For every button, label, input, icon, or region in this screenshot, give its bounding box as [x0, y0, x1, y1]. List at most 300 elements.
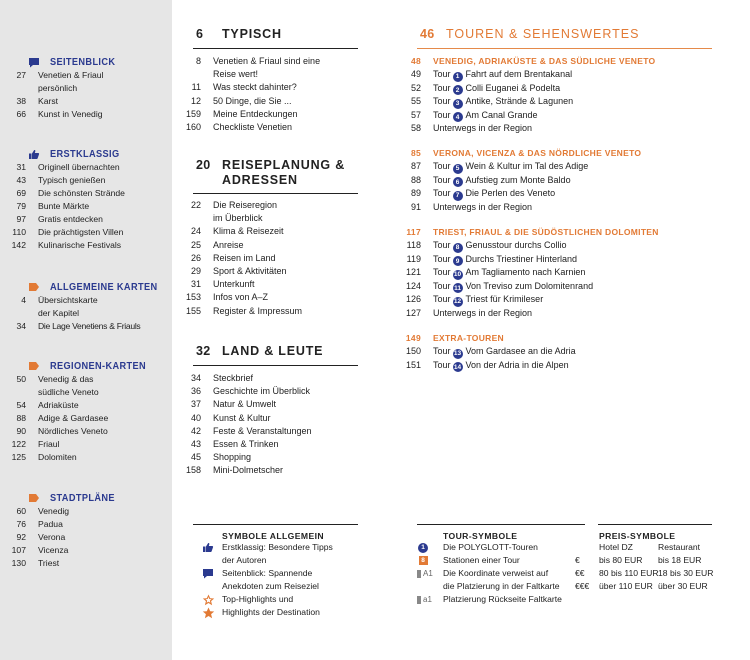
list-item[interactable] — [397, 253, 659, 267]
tour-number-icon — [417, 541, 429, 554]
entry-text: 37 — [190, 399, 201, 410]
list-item[interactable] — [397, 68, 655, 82]
divider — [193, 48, 358, 49]
list-item[interactable] — [177, 398, 312, 411]
list-item[interactable] — [0, 438, 172, 451]
divider — [417, 48, 712, 49]
entry-text: 54 — [16, 400, 26, 410]
entry-text: 121 — [405, 267, 421, 278]
list-item[interactable] — [177, 68, 320, 81]
map-coordinate-back-icon — [417, 593, 437, 606]
entry-text: Erstklassig: Besondere Tipps — [222, 542, 333, 552]
tour-group-heading[interactable] — [397, 147, 641, 160]
tour-number-icon: 8 — [453, 243, 463, 253]
list-item[interactable] — [397, 201, 641, 214]
entry-text: 153 — [185, 292, 201, 303]
sidebar-allgemeine-karten-head — [0, 280, 172, 294]
entry-text: 119 — [406, 253, 421, 264]
list-item[interactable] — [177, 108, 320, 121]
divider — [193, 524, 358, 525]
divider — [193, 193, 358, 194]
section-number: 20 — [196, 158, 211, 172]
legend-row — [575, 541, 713, 554]
entry-text: Venedig — [38, 506, 70, 516]
entry-text: Steckbrief — [213, 373, 254, 383]
entry-text: 48 — [410, 56, 421, 66]
sidebar-allgemeine-karten — [0, 280, 172, 333]
entry-text: 92 — [16, 532, 26, 542]
list-item[interactable] — [0, 373, 172, 386]
list-item[interactable] — [0, 239, 172, 252]
entry-text: 55 — [410, 96, 421, 107]
entry-text: Verona — [38, 532, 66, 542]
legend-row — [198, 567, 333, 580]
list-item[interactable] — [177, 412, 312, 425]
tour-number-icon: 11 — [454, 284, 461, 292]
entry-text: die Platzierung in der Faltkarte — [443, 581, 560, 591]
tour-number-icon: 2 — [453, 85, 463, 95]
entry-text — [0, 82, 38, 95]
list-item[interactable] — [177, 464, 312, 477]
entry-text: 42 — [190, 425, 201, 436]
entry-text: 31 — [16, 162, 26, 172]
legend-row — [417, 541, 562, 554]
list-item[interactable] — [397, 307, 659, 320]
price-row — [575, 567, 713, 580]
entry-text: 151 — [405, 359, 421, 370]
legend-preis-symbole — [575, 531, 713, 593]
entry-text: Karst — [38, 96, 59, 106]
entry-text: Unterwegs in der Region — [433, 307, 533, 318]
list-item[interactable] — [0, 425, 172, 438]
entry-text: 126 — [405, 294, 421, 305]
legend-row — [198, 606, 333, 619]
entry-text: Seitenblick: Spannende — [222, 568, 313, 578]
legend-row — [417, 554, 562, 567]
entry-text: Am Tagliamento nach Karnien — [465, 267, 586, 278]
tour-group-3 — [397, 226, 659, 320]
entry-text: 124 — [405, 280, 421, 291]
list-item[interactable] — [177, 385, 312, 398]
entry-text: Was steckt dahinter? — [213, 82, 297, 93]
tour-number-icon: 14 — [453, 363, 462, 371]
list-item[interactable] — [397, 122, 655, 135]
tour-group-heading[interactable] — [397, 226, 659, 239]
entry-text: 110 — [12, 227, 26, 237]
sidebar — [0, 0, 172, 660]
list-item[interactable] — [177, 199, 302, 212]
tour-group-1 — [397, 55, 655, 136]
list-item[interactable] — [0, 386, 172, 399]
list-item[interactable] — [0, 399, 172, 412]
entry-text: 50 — [16, 374, 26, 384]
entry-text: Vicenza — [38, 545, 69, 555]
entry-text: Unterwegs in der Region — [433, 201, 533, 212]
entry-text: 50 Dinge, die Sie ... — [213, 95, 292, 106]
list-item[interactable] — [177, 55, 320, 68]
entry-text: Genusstour durchs Collio — [465, 240, 567, 250]
entry-text: Von der Adria in die Alpen — [465, 359, 569, 370]
tour-group-heading[interactable] — [397, 55, 655, 68]
list-item[interactable] — [177, 81, 320, 94]
list-item[interactable] — [177, 291, 302, 304]
legend-title: SYMBOLE ALLGEMEIN — [222, 531, 324, 541]
list-item[interactable] — [177, 425, 312, 438]
entry-text: 90 — [16, 426, 26, 436]
entry-text: Colli Euganei & Podelta — [465, 82, 561, 93]
entry-text: Checkliste Venetien — [213, 122, 293, 133]
sidebar-regionen-karten — [0, 359, 172, 464]
entry-text: Padua — [38, 519, 63, 529]
entry-text: Venedig & das — [38, 374, 94, 384]
sidebar-allgemeine-karten-title: ALLGEMEINE KARTEN — [50, 281, 158, 293]
sidebar-stadtplaene — [0, 491, 172, 570]
entry-text: Die Koordinate verweist auf — [443, 568, 549, 578]
list-item[interactable] — [0, 82, 172, 95]
entry-text: Essen & Trinken — [213, 439, 279, 450]
legend-row — [198, 554, 333, 567]
legend-row — [417, 567, 562, 580]
legend-row — [198, 541, 333, 554]
entry-text: Adige & Gardasee — [38, 413, 109, 423]
entry-text: Kunst in Venedig — [38, 109, 103, 119]
tour-number-icon: 6 — [453, 177, 463, 187]
entry-text: Typisch genießen — [38, 175, 106, 185]
entry-text: VENEDIG, ADRIAKÜSTE & DAS SÜDLICHE VENETO — [433, 56, 656, 66]
list-item[interactable] — [177, 278, 302, 291]
entry-text: 58 — [410, 123, 421, 134]
entry-text: Hotel DZ — [599, 542, 633, 552]
entry-text: 85 — [410, 148, 421, 158]
entry-text: Reisen im Land — [213, 252, 276, 263]
speech-bubble-icon — [27, 56, 41, 68]
entry-text: 25 — [190, 239, 201, 250]
list-item[interactable] — [0, 161, 172, 174]
entry-text: Anekdoten zum Reiseziel — [222, 581, 319, 591]
entry-text: 149 — [405, 333, 421, 343]
section-land-leute-heading — [196, 344, 323, 359]
divider — [417, 524, 585, 525]
entry-text: 31 — [190, 279, 201, 290]
list-item[interactable] — [177, 305, 302, 318]
list-item[interactable] — [0, 200, 172, 213]
map-tag-icon — [27, 492, 41, 504]
entry-text: 69 — [16, 188, 26, 198]
entry-text: Wein & Kultur im Tal des Adige — [465, 161, 589, 171]
entry-text: 60 — [16, 506, 26, 516]
entry-text: Übersichtskarte — [38, 295, 98, 305]
entry-text: 29 — [190, 266, 201, 277]
price-row — [575, 554, 713, 567]
divider — [193, 365, 358, 366]
star-icon — [198, 606, 218, 619]
list-item[interactable] — [177, 121, 320, 134]
entry-text: Tour — [433, 359, 451, 370]
entry-text: 49 — [410, 69, 421, 79]
legend-row — [198, 580, 333, 593]
speech-bubble-icon — [198, 567, 218, 580]
tour-number-icon: 4 — [453, 112, 463, 122]
entry-text: Adriaküste — [38, 400, 79, 410]
entry-text: Tour — [433, 188, 451, 199]
section-number: 32 — [196, 344, 211, 358]
list-item[interactable] — [177, 451, 312, 464]
section-title: TOUREN & SEHENSWERTES — [446, 27, 640, 41]
list-item[interactable] — [0, 307, 172, 320]
entry-text: bis 18 EUR — [658, 555, 702, 565]
entry-text: Tour — [433, 69, 451, 79]
entry-text — [0, 307, 38, 320]
entry-text: Unterkunft — [213, 279, 255, 290]
entry-text: 45 — [190, 452, 201, 463]
list-item[interactable] — [0, 557, 172, 570]
sidebar-erstklassig-head — [0, 147, 172, 161]
legend-row — [417, 593, 562, 606]
entry-text: 118 — [406, 240, 421, 250]
entry-text: REISEPLANUNG & — [222, 158, 346, 172]
entry-text: 117 — [406, 227, 421, 237]
tour-group-2 — [397, 147, 641, 214]
legend-title: TOUR-SYMBOLE — [443, 531, 518, 541]
entry-text: 76 — [16, 519, 26, 529]
entry-text: Gratis entdecken — [38, 214, 103, 224]
entry-text: 88 — [16, 413, 26, 423]
list-item[interactable] — [177, 265, 302, 278]
list-item[interactable] — [0, 412, 172, 425]
sidebar-stadtplaene-title: STADTPLÄNE — [50, 492, 115, 504]
entry-text: Kulinarische Festivals — [38, 240, 122, 250]
entry-text: Dolomiten — [38, 452, 77, 462]
entry-text: 130 — [11, 558, 26, 568]
entry-text: Highlights der Destination — [222, 607, 320, 617]
thumbs-up-icon — [198, 541, 218, 554]
section-typisch-heading — [196, 27, 282, 42]
list-item[interactable] — [397, 359, 576, 373]
entry-text: Klima & Reisezeit — [213, 226, 284, 237]
section-typisch-list — [177, 55, 320, 134]
tour-group-heading[interactable] — [397, 332, 576, 345]
entry-text: 34 — [16, 321, 26, 331]
list-item[interactable] — [397, 187, 641, 201]
entry-text: 11 — [191, 82, 201, 93]
entry-text: Geschichte im Überblick — [213, 386, 311, 397]
entry-text: 36 — [190, 386, 201, 397]
tour-number-icon: 13 — [453, 350, 462, 357]
entry-text: 127 — [405, 307, 421, 318]
entry-text: 158 — [185, 465, 201, 476]
entry-text: Fahrt auf dem Brentakanal — [465, 69, 573, 79]
list-item[interactable] — [397, 160, 641, 174]
entry-text: 26 — [190, 252, 201, 263]
sidebar-erstklassig-title: ERSTKLASSIG — [50, 148, 120, 160]
entry-text: Tour — [433, 96, 451, 107]
entry-text: 107 — [11, 545, 26, 555]
section-touren-heading — [420, 27, 640, 42]
entry-text: 18 bis 30 EUR — [658, 568, 714, 578]
list-item[interactable] — [0, 294, 172, 307]
entry-text: Tour — [433, 240, 451, 250]
tour-number-icon: 1 — [453, 72, 463, 82]
entry-text: Triest für Krimileser — [465, 294, 544, 305]
entry-text: TRIEST, FRIAUL & DIE SÜDÖSTLICHEN DOLOMITEN — [433, 227, 659, 237]
entry-text: 8 — [195, 56, 201, 66]
entry-text: Meine Entdeckungen — [213, 108, 298, 119]
tour-group-4 — [397, 332, 576, 372]
map-tag-icon — [27, 281, 41, 293]
entry-text: Infos von A–Z — [213, 292, 269, 303]
tour-number-icon: 12 — [453, 298, 462, 306]
entry-text: EXTRA-TOUREN — [433, 333, 504, 343]
entry-text: 4 — [21, 295, 26, 305]
list-item[interactable] — [0, 505, 172, 518]
tour-number-icon: 5 — [453, 164, 463, 174]
entry-text: Platzierung Rückseite Faltkarte — [443, 594, 562, 604]
entry-text: 87 — [410, 161, 421, 171]
list-item[interactable] — [0, 320, 172, 333]
entry-text: 88 — [410, 174, 421, 185]
list-item[interactable] — [0, 213, 172, 226]
legend-symbole-allgemein — [198, 531, 333, 619]
entry-text: über 30 EUR — [658, 581, 708, 591]
section-number: 6 — [196, 27, 204, 41]
entry-text: Friaul — [38, 439, 60, 449]
section-title: LAND & LEUTE — [222, 344, 324, 358]
entry-text: Unterwegs in der Region — [433, 123, 533, 134]
legend-tour-symbole — [417, 531, 562, 606]
entry-text: Triest — [38, 558, 60, 568]
entry-text: 38 — [16, 96, 26, 106]
entry-text: Vom Gardasee an die Adria — [465, 346, 576, 356]
entry-text: Die POLYGLOTT-Touren — [443, 542, 538, 552]
list-item[interactable] — [177, 239, 302, 252]
list-item[interactable] — [0, 531, 172, 544]
list-item[interactable] — [0, 544, 172, 557]
entry-text: Venetien & Friaul sind eine — [213, 56, 321, 66]
entry-text: Register & Impressum — [213, 305, 303, 316]
list-item[interactable] — [0, 69, 172, 82]
list-item[interactable] — [397, 345, 576, 359]
entry-text: Die Perlen des Veneto — [465, 188, 556, 199]
sidebar-regionen-karten-head — [0, 359, 172, 373]
list-item[interactable] — [0, 108, 172, 121]
sidebar-seitenblick — [0, 55, 172, 121]
entry-text: Die schönsten Strände — [38, 188, 125, 198]
list-item[interactable] — [177, 212, 302, 225]
list-item[interactable] — [397, 109, 655, 123]
entry-text: 66 — [16, 109, 26, 119]
entry-text: Bunte Märkte — [38, 201, 90, 211]
list-item[interactable] — [177, 372, 312, 385]
map-coordinate-icon — [417, 567, 437, 580]
entry-text: 142 — [11, 240, 26, 250]
thumbs-up-icon — [27, 148, 41, 160]
entry-text: 40 — [190, 412, 201, 423]
tour-number-icon: 7 — [453, 191, 463, 201]
entry-text: Mini-Dolmetscher — [213, 465, 284, 476]
entry-text: Top-Highlights und — [222, 594, 294, 604]
list-item[interactable] — [397, 266, 659, 280]
entry-text: Tour — [433, 109, 451, 120]
entry-text: über 110 EUR — [599, 581, 653, 591]
list-item[interactable] — [177, 225, 302, 238]
entry-text: 43 — [16, 175, 26, 185]
entry-text: 52 — [410, 82, 421, 93]
map-tag-icon — [27, 360, 41, 372]
entry-text: Tour — [433, 294, 451, 305]
entry-text: Anreise — [213, 239, 244, 250]
sidebar-stadtplaene-head — [0, 491, 172, 505]
entry-text: Tour — [433, 161, 451, 171]
entry-text: 155 — [185, 305, 201, 316]
list-item[interactable] — [0, 187, 172, 200]
section-title: TYPISCH — [222, 27, 282, 41]
entry-text: Tour — [433, 267, 451, 278]
sidebar-seitenblick-title: SEITENBLICK — [50, 56, 116, 68]
entry-text: Restaurant — [658, 542, 701, 552]
entry-text: 57 — [410, 109, 421, 120]
list-item[interactable] — [177, 438, 312, 451]
entry-text: Reise wert! — [213, 69, 259, 80]
entry-text: 12 — [190, 95, 201, 106]
entry-text: Von Treviso zum Dolomitenrand — [465, 280, 594, 291]
section-number: 46 — [420, 27, 435, 41]
list-item[interactable] — [397, 280, 659, 294]
entry-text: 91 — [410, 201, 421, 212]
entry-text: Natur & Umwelt — [213, 399, 277, 410]
entry-text: Tour — [433, 280, 451, 291]
entry-text: Tour — [433, 82, 451, 93]
entry-text: 159 — [185, 108, 201, 119]
entry-text: Am Canal Grande — [465, 109, 538, 120]
entry-text: 43 — [190, 439, 201, 450]
list-item[interactable] — [0, 518, 172, 531]
section-reiseplanung-heading — [196, 158, 345, 188]
entry-text: Die prächtigsten Villen — [38, 227, 124, 237]
list-item[interactable] — [397, 82, 655, 96]
legend-title: PREIS-SYMBOLE — [599, 531, 676, 541]
price-row — [575, 580, 713, 593]
list-item[interactable] — [0, 451, 172, 464]
entry-text: Antike, Strände & Lagunen — [465, 96, 574, 107]
list-item[interactable] — [0, 226, 172, 239]
list-item[interactable] — [177, 95, 320, 108]
entry-text: Die Lage Venetiens & Friauls — [38, 321, 141, 331]
list-item[interactable] — [397, 239, 659, 253]
entry-text: bis 80 EUR — [599, 555, 643, 565]
list-item[interactable] — [397, 293, 659, 307]
entry-text — [177, 68, 213, 81]
entry-text: Feste & Veranstaltungen — [213, 425, 312, 436]
entry-text: 89 — [410, 188, 421, 199]
entry-text: 34 — [190, 373, 201, 383]
entry-text: 79 — [16, 201, 26, 211]
list-item[interactable] — [397, 95, 655, 109]
list-item[interactable] — [0, 174, 172, 187]
entry-text: €€ — [575, 568, 585, 578]
entry-text: a1 — [423, 595, 432, 604]
entry-text: Originell übernachten — [38, 162, 120, 172]
section-land-leute-list — [177, 372, 312, 478]
entry-text: 125 — [11, 452, 26, 462]
entry-text: 24 — [190, 226, 201, 237]
list-item[interactable] — [177, 252, 302, 265]
list-item[interactable] — [397, 174, 641, 188]
list-item[interactable] — [0, 95, 172, 108]
entry-text: A1 — [423, 569, 433, 578]
entry-text: im Überblick — [213, 213, 263, 224]
entry-text: 80 bis 110 EUR — [599, 568, 659, 578]
legend-row — [198, 593, 333, 606]
